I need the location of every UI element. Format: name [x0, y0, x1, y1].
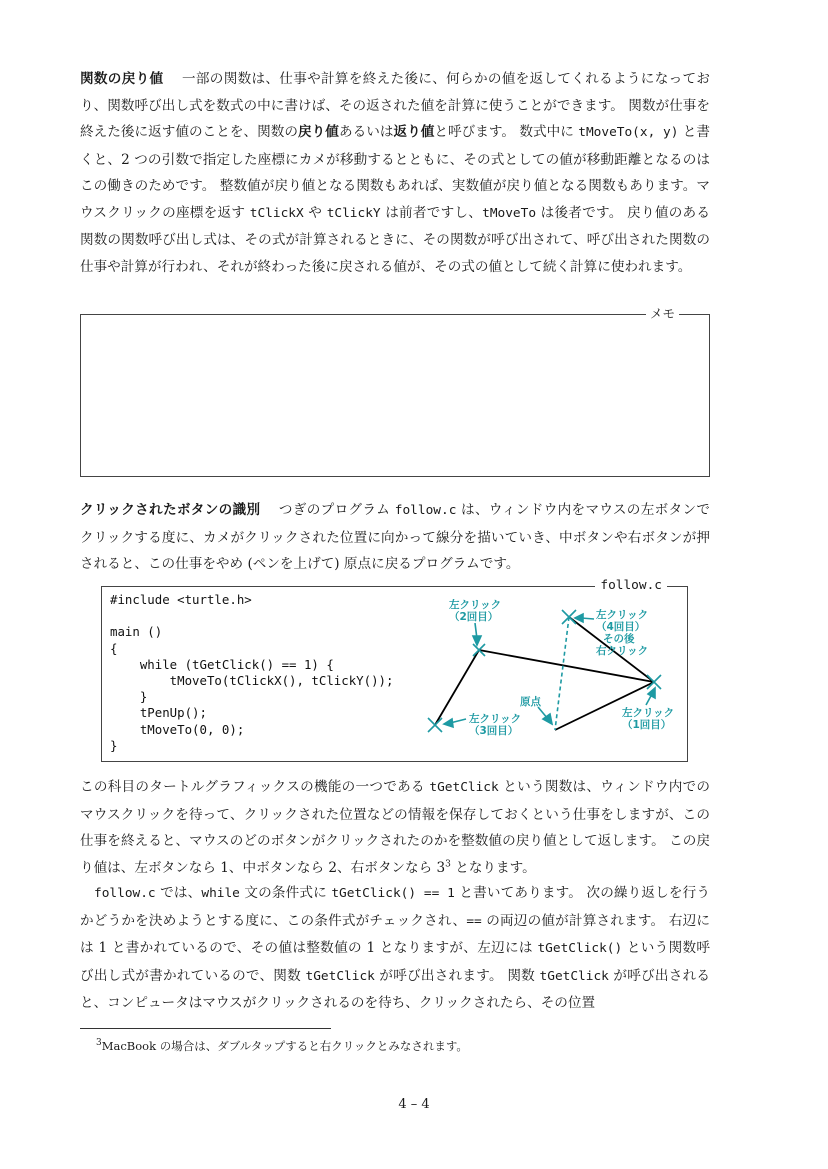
- inline-code: tMoveTo(x, y): [578, 125, 679, 140]
- text: という関数呼び出し式が書かれているので、関数: [80, 940, 710, 984]
- label-click1-line2: （1回目）: [622, 719, 672, 731]
- label-click2-line1: 左クリック: [449, 599, 502, 611]
- text: は、ウィンドウ内をマウスの左ボタンでクリックする度に、カメがクリックされた位置に向かって線分を描いていき、中ボタンや右ボタンが押されると、この仕事をやめ (ペンを上げて) 原点に戻るプログラムです。: [80, 502, 710, 572]
- text: あるいは: [338, 124, 394, 140]
- footnote-rule: [80, 1028, 331, 1029]
- label-click1-line1: 左クリック: [622, 707, 675, 719]
- label-click4-line2: （4回目）: [596, 621, 646, 633]
- text: の両辺の値が計算されます。 右辺には 1 と書かれているので、その値は整数値の 1 となりますが、左辺には: [80, 912, 710, 956]
- label-click2-line2: （2回目）: [449, 611, 499, 623]
- footnote-mark[interactable]: 3: [445, 858, 451, 869]
- inline-code: tGetClick(): [537, 941, 623, 956]
- program-filename: follow.c: [595, 577, 667, 595]
- pen-up-path: [555, 617, 569, 730]
- code-listing: #include <turtle.h> main () { while (tGetClick() == 1) { tMoveTo(tClickX(), tClickY()); } tPenUp(); tMoveTo(0, 0); }: [110, 592, 394, 753]
- inline-code: tClickX: [249, 205, 304, 221]
- heading-return-value: 関数の戻り値: [80, 71, 164, 87]
- paragraph-while-condition: [80, 880, 710, 1017]
- marker-click3: [428, 718, 442, 732]
- inline-code: tGetClick: [429, 780, 499, 795]
- label-click4-line3: その後: [603, 633, 635, 645]
- text: となります。: [450, 859, 536, 876]
- inline-code: while: [201, 886, 240, 901]
- click-path-diagram: [422, 591, 684, 756]
- label-click3-line2: （3回目）: [469, 725, 519, 737]
- text: この科目のタートルグラフィックスの機能の一つである: [80, 779, 430, 795]
- text: では、: [155, 885, 202, 901]
- text: 文の条件式に: [239, 885, 332, 901]
- heading-button-identification: クリックされたボタンの識別: [80, 502, 261, 518]
- label-click4-line4: 右クリック: [596, 645, 649, 657]
- text: は前者ですし、: [380, 204, 483, 221]
- footnote-text: MacBook の場合は、ダブルタップすると右クリックとみなされます。: [101, 1039, 468, 1053]
- text: つぎのプログラム: [278, 502, 395, 518]
- term-return-value: 戻り値: [298, 124, 339, 140]
- inline-code: tGetClick: [305, 968, 375, 984]
- label-click4-line1: 左クリック: [596, 609, 649, 621]
- label-origin: 原点: [520, 696, 541, 708]
- text: と書くと、2 つの引数で指定した座標にカメが移動するとともに、その式としての値が移動距離となるのはこの働きのためです。 整数値が戻り値となる関数もあれば、実数値が戻り値となる関数もあります。マウスクリックの座標を返す: [80, 124, 711, 221]
- memo-label: メモ: [646, 305, 679, 323]
- term-return-value-alt: 返り値: [393, 124, 435, 140]
- program-box: [101, 578, 688, 762]
- inline-code: follow.c: [94, 886, 156, 901]
- text: と呼びます。 数式中に: [434, 124, 579, 140]
- inline-code: tMoveTo: [482, 205, 537, 221]
- paragraph-tgetclick: [80, 774, 710, 881]
- memo-box[interactable]: [80, 306, 710, 477]
- page-number: 4 – 4: [398, 1097, 430, 1112]
- section-button-identification: [80, 497, 710, 578]
- footnote-number: 3: [96, 1038, 102, 1049]
- inline-code: tGetClick: [539, 968, 609, 984]
- text: は後者です。 戻り値のある関数の関数呼び出し式は、その式が計算されるときに、その関数が呼び出されて、呼び出された関数の仕事や計算が行われ、それが終わった後に戻される値が、その式の値として続く計算に使われます。: [80, 204, 710, 275]
- text: と書いてあります。 次の繰り返しを行うかどうかを決めようとする度に、この条件式がチェックされ、: [80, 885, 710, 929]
- text: や: [303, 204, 327, 221]
- section-return-value: [80, 66, 710, 280]
- marker-click4: [562, 610, 576, 624]
- label-click3-line1: 左クリック: [469, 713, 522, 725]
- inline-code: ==: [466, 913, 482, 929]
- text: が呼び出されます。 関数: [374, 967, 540, 984]
- inline-code: tGetClick() == 1: [331, 886, 455, 901]
- text: という関数は、ウィンドウ内でのマウスクリックを待って、クリックされた位置などの情報を保存しておくという仕事をしますが、この仕事を終えると、マウスのどのボタンがクリックされたのかを整数値の戻り値として返します。 この戻り値は、左ボタンなら 1、中ボタンなら 2、右ボタンなら 3: [80, 779, 710, 876]
- text: が呼び出されると、コンピュータはマウスがクリックされるのを待ち、クリックされたら、その位置: [80, 967, 710, 1011]
- inline-code: follow.c: [394, 503, 457, 518]
- inline-code: tClickY: [326, 205, 381, 221]
- footnote: [96, 1038, 468, 1054]
- text: 一部の関数は、仕事や計算を終えた後に、何らかの値を返してくれるようになっており、関数呼び出し式を数式の中に書けば、その返された値を計算に使うことができます。 関数が仕事を終えた後に返す値のことを、関数の: [80, 71, 711, 140]
